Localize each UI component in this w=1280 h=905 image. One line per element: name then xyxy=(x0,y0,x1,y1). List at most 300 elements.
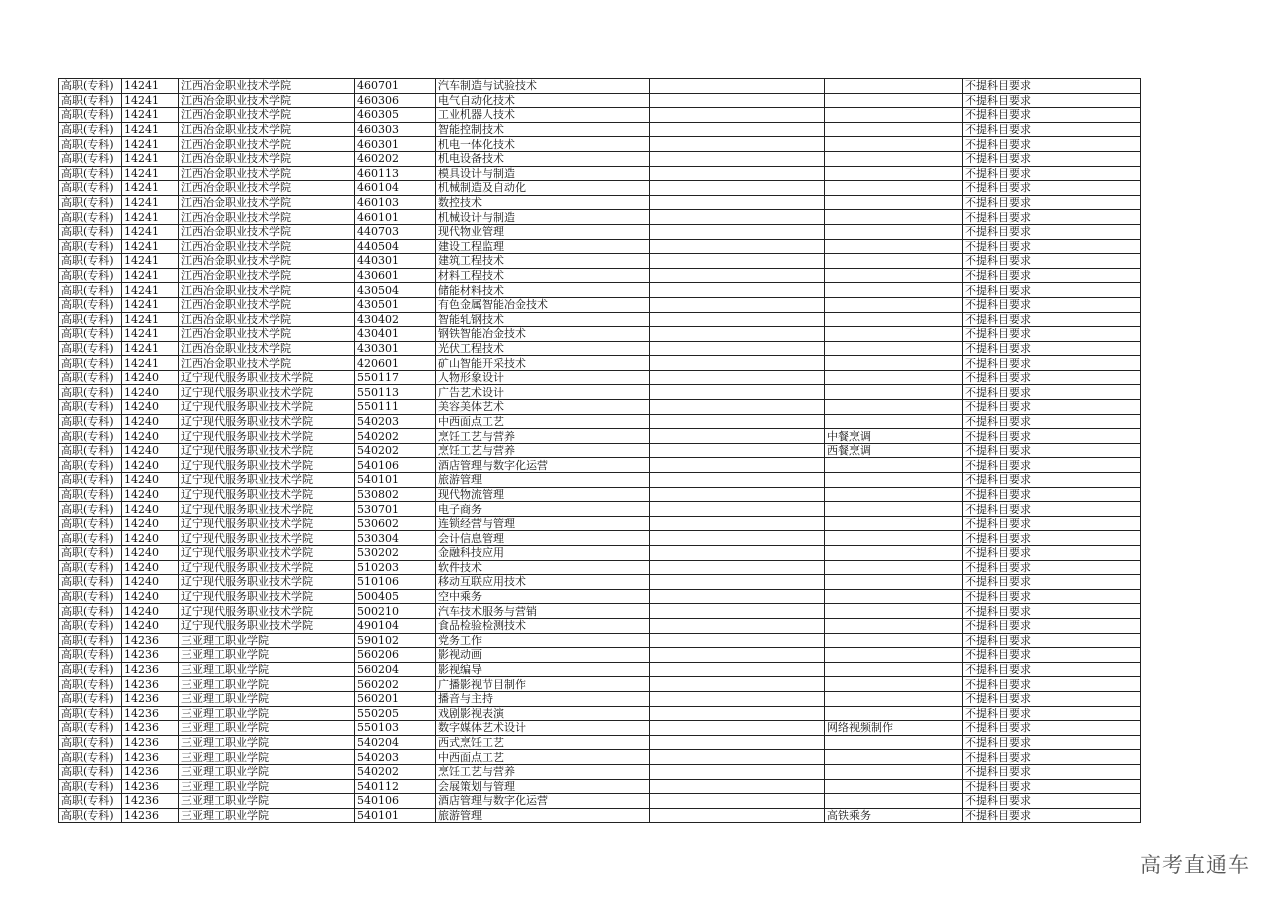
cell-direction xyxy=(825,327,963,342)
table-row xyxy=(59,808,1141,823)
cell-direction xyxy=(825,122,963,137)
cell-school-name: 辽宁现代服务职业技术学院 xyxy=(179,473,355,488)
cell-school-code: 14241 xyxy=(122,195,179,210)
cell-school-name: 三亚理工职业学院 xyxy=(179,750,355,765)
cell-major-name: 机械设计与制造 xyxy=(436,210,650,225)
cell-school-code: 14241 xyxy=(122,210,179,225)
table-row xyxy=(59,560,1141,575)
table-row xyxy=(59,473,1141,488)
table-row xyxy=(59,283,1141,298)
cell-school-name: 三亚理工职业学院 xyxy=(179,735,355,750)
table-row xyxy=(59,327,1141,342)
cell-school-name: 江西冶金职业技术学院 xyxy=(179,239,355,254)
table-row xyxy=(59,589,1141,604)
cell-major-code: 540203 xyxy=(355,414,436,429)
cell-school-name: 江西冶金职业技术学院 xyxy=(179,254,355,269)
table-row xyxy=(59,764,1141,779)
cell-subject-requirement: 不提科目要求 xyxy=(963,706,1141,721)
cell-direction xyxy=(825,224,963,239)
cell-school-name: 三亚理工职业学院 xyxy=(179,648,355,663)
cell-school-code: 14241 xyxy=(122,327,179,342)
table-row xyxy=(59,312,1141,327)
cell-subject-requirement: 不提科目要求 xyxy=(963,794,1141,809)
cell-school-name: 辽宁现代服务职业技术学院 xyxy=(179,589,355,604)
cell-subject-requirement: 不提科目要求 xyxy=(963,589,1141,604)
cell-school-name: 江西冶金职业技术学院 xyxy=(179,151,355,166)
cell-blank xyxy=(650,473,825,488)
cell-school-name: 三亚理工职业学院 xyxy=(179,794,355,809)
cell-level: 高职(专科) xyxy=(59,764,122,779)
cell-school-code: 14241 xyxy=(122,151,179,166)
cell-direction xyxy=(825,502,963,517)
cell-major-code: 490104 xyxy=(355,618,436,633)
table-row xyxy=(59,239,1141,254)
cell-school-name: 三亚理工职业学院 xyxy=(179,808,355,823)
cell-direction xyxy=(825,297,963,312)
cell-subject-requirement: 不提科目要求 xyxy=(963,618,1141,633)
cell-major-code: 530701 xyxy=(355,502,436,517)
cell-subject-requirement: 不提科目要求 xyxy=(963,224,1141,239)
cell-blank xyxy=(650,677,825,692)
cell-school-code: 14241 xyxy=(122,181,179,196)
cell-subject-requirement: 不提科目要求 xyxy=(963,254,1141,269)
cell-school-code: 14240 xyxy=(122,502,179,517)
cell-school-name: 江西冶金职业技术学院 xyxy=(179,93,355,108)
cell-major-code: 540202 xyxy=(355,764,436,779)
cell-level: 高职(专科) xyxy=(59,268,122,283)
cell-subject-requirement: 不提科目要求 xyxy=(963,604,1141,619)
cell-major-name: 电子商务 xyxy=(436,502,650,517)
cell-direction xyxy=(825,414,963,429)
cell-school-code: 14240 xyxy=(122,473,179,488)
cell-direction xyxy=(825,735,963,750)
cell-major-name: 烹饪工艺与营养 xyxy=(436,443,650,458)
cell-level: 高职(专科) xyxy=(59,137,122,152)
watermark-text: 高考直通车 xyxy=(1140,853,1250,877)
cell-major-code: 460101 xyxy=(355,210,436,225)
cell-major-name: 移动互联应用技术 xyxy=(436,575,650,590)
cell-blank xyxy=(650,735,825,750)
cell-blank xyxy=(650,589,825,604)
cell-direction xyxy=(825,589,963,604)
cell-school-name: 江西冶金职业技术学院 xyxy=(179,297,355,312)
cell-level: 高职(专科) xyxy=(59,122,122,137)
cell-school-code: 14240 xyxy=(122,575,179,590)
cell-direction: 西餐烹调 xyxy=(825,443,963,458)
cell-major-code: 430401 xyxy=(355,327,436,342)
cell-level: 高职(专科) xyxy=(59,808,122,823)
cell-school-name: 江西冶金职业技术学院 xyxy=(179,137,355,152)
cell-major-name: 戏剧影视表演 xyxy=(436,706,650,721)
cell-school-code: 14240 xyxy=(122,385,179,400)
cell-subject-requirement: 不提科目要求 xyxy=(963,735,1141,750)
cell-school-code: 14240 xyxy=(122,604,179,619)
cell-school-code: 14241 xyxy=(122,254,179,269)
cell-major-name: 汽车技术服务与营销 xyxy=(436,604,650,619)
table-row xyxy=(59,677,1141,692)
cell-subject-requirement: 不提科目要求 xyxy=(963,356,1141,371)
cell-subject-requirement: 不提科目要求 xyxy=(963,151,1141,166)
cell-direction xyxy=(825,151,963,166)
cell-subject-requirement: 不提科目要求 xyxy=(963,502,1141,517)
cell-level: 高职(专科) xyxy=(59,224,122,239)
cell-major-code: 530304 xyxy=(355,531,436,546)
cell-school-code: 14240 xyxy=(122,531,179,546)
cell-direction: 高铁乘务 xyxy=(825,808,963,823)
cell-school-code: 14241 xyxy=(122,122,179,137)
cell-level: 高职(专科) xyxy=(59,677,122,692)
cell-major-name: 金融科技应用 xyxy=(436,546,650,561)
cell-subject-requirement: 不提科目要求 xyxy=(963,239,1141,254)
cell-level: 高职(专科) xyxy=(59,356,122,371)
table-row xyxy=(59,429,1141,444)
cell-direction xyxy=(825,181,963,196)
cell-school-code: 14240 xyxy=(122,560,179,575)
cell-school-name: 江西冶金职业技术学院 xyxy=(179,268,355,283)
cell-direction xyxy=(825,516,963,531)
table-row xyxy=(59,181,1141,196)
cell-blank xyxy=(650,166,825,181)
cell-subject-requirement: 不提科目要求 xyxy=(963,79,1141,94)
cell-level: 高职(专科) xyxy=(59,210,122,225)
cell-subject-requirement: 不提科目要求 xyxy=(963,487,1141,502)
cell-direction xyxy=(825,691,963,706)
cell-subject-requirement: 不提科目要求 xyxy=(963,677,1141,692)
cell-subject-requirement: 不提科目要求 xyxy=(963,633,1141,648)
cell-school-name: 三亚理工职业学院 xyxy=(179,706,355,721)
cell-school-code: 14236 xyxy=(122,794,179,809)
cell-blank xyxy=(650,312,825,327)
table-row xyxy=(59,648,1141,663)
cell-major-name: 食品检验检测技术 xyxy=(436,618,650,633)
cell-level: 高职(专科) xyxy=(59,93,122,108)
cell-school-code: 14241 xyxy=(122,108,179,123)
table-row xyxy=(59,516,1141,531)
cell-direction xyxy=(825,764,963,779)
cell-blank xyxy=(650,750,825,765)
cell-major-code: 420601 xyxy=(355,356,436,371)
cell-school-name: 江西冶金职业技术学院 xyxy=(179,327,355,342)
cell-school-name: 江西冶金职业技术学院 xyxy=(179,122,355,137)
cell-blank xyxy=(650,93,825,108)
table-row xyxy=(59,254,1141,269)
cell-major-name: 会计信息管理 xyxy=(436,531,650,546)
table-row xyxy=(59,356,1141,371)
cell-blank xyxy=(650,531,825,546)
cell-subject-requirement: 不提科目要求 xyxy=(963,546,1141,561)
cell-school-code: 14236 xyxy=(122,662,179,677)
cell-major-code: 460202 xyxy=(355,151,436,166)
cell-blank xyxy=(650,794,825,809)
table-row xyxy=(59,531,1141,546)
table-row xyxy=(59,735,1141,750)
cell-major-code: 540106 xyxy=(355,794,436,809)
table-row xyxy=(59,210,1141,225)
cell-level: 高职(专科) xyxy=(59,181,122,196)
cell-school-code: 14241 xyxy=(122,137,179,152)
cell-subject-requirement: 不提科目要求 xyxy=(963,181,1141,196)
cell-major-code: 510106 xyxy=(355,575,436,590)
cell-major-name: 广告艺术设计 xyxy=(436,385,650,400)
cell-blank xyxy=(650,283,825,298)
table-row xyxy=(59,633,1141,648)
cell-subject-requirement: 不提科目要求 xyxy=(963,327,1141,342)
cell-school-name: 三亚理工职业学院 xyxy=(179,779,355,794)
cell-school-code: 14240 xyxy=(122,458,179,473)
cell-level: 高职(专科) xyxy=(59,254,122,269)
table-row xyxy=(59,385,1141,400)
cell-major-name: 储能材料技术 xyxy=(436,283,650,298)
cell-level: 高职(专科) xyxy=(59,414,122,429)
cell-major-name: 智能控制技术 xyxy=(436,122,650,137)
cell-school-name: 江西冶金职业技术学院 xyxy=(179,108,355,123)
cell-blank xyxy=(650,575,825,590)
cell-level: 高职(专科) xyxy=(59,604,122,619)
cell-direction xyxy=(825,312,963,327)
cell-subject-requirement: 不提科目要求 xyxy=(963,414,1141,429)
cell-school-name: 三亚理工职业学院 xyxy=(179,633,355,648)
cell-level: 高职(专科) xyxy=(59,589,122,604)
cell-school-code: 14240 xyxy=(122,443,179,458)
cell-blank xyxy=(650,151,825,166)
table-row xyxy=(59,122,1141,137)
cell-blank xyxy=(650,618,825,633)
cell-level: 高职(专科) xyxy=(59,502,122,517)
table-row xyxy=(59,458,1141,473)
cell-blank xyxy=(650,79,825,94)
cell-direction xyxy=(825,137,963,152)
table-row xyxy=(59,604,1141,619)
cell-subject-requirement: 不提科目要求 xyxy=(963,575,1141,590)
cell-level: 高职(专科) xyxy=(59,618,122,633)
cell-direction xyxy=(825,662,963,677)
cell-major-code: 530802 xyxy=(355,487,436,502)
cell-major-name: 烹饪工艺与营养 xyxy=(436,429,650,444)
cell-school-code: 14236 xyxy=(122,735,179,750)
cell-major-name: 广播影视节目制作 xyxy=(436,677,650,692)
cell-school-code: 14241 xyxy=(122,356,179,371)
table-row xyxy=(59,79,1141,94)
cell-subject-requirement: 不提科目要求 xyxy=(963,166,1141,181)
cell-school-code: 14241 xyxy=(122,93,179,108)
cell-blank xyxy=(650,706,825,721)
cell-school-code: 14240 xyxy=(122,487,179,502)
cell-level: 高职(专科) xyxy=(59,283,122,298)
cell-major-name: 软件技术 xyxy=(436,560,650,575)
cell-major-name: 播音与主持 xyxy=(436,691,650,706)
cell-blank xyxy=(650,400,825,415)
cell-subject-requirement: 不提科目要求 xyxy=(963,750,1141,765)
cell-major-code: 440703 xyxy=(355,224,436,239)
cell-school-name: 三亚理工职业学院 xyxy=(179,691,355,706)
cell-major-code: 540101 xyxy=(355,808,436,823)
cell-direction xyxy=(825,618,963,633)
cell-direction xyxy=(825,487,963,502)
table-row xyxy=(59,618,1141,633)
cell-blank xyxy=(650,254,825,269)
cell-major-name: 影视编导 xyxy=(436,662,650,677)
cell-direction xyxy=(825,633,963,648)
cell-major-name: 机械制造及自动化 xyxy=(436,181,650,196)
table-row xyxy=(59,370,1141,385)
cell-direction xyxy=(825,400,963,415)
cell-school-name: 江西冶金职业技术学院 xyxy=(179,210,355,225)
cell-level: 高职(专科) xyxy=(59,312,122,327)
cell-major-name: 有色金属智能冶金技术 xyxy=(436,297,650,312)
cell-blank xyxy=(650,385,825,400)
table-row xyxy=(59,575,1141,590)
cell-major-code: 550117 xyxy=(355,370,436,385)
cell-school-name: 江西冶金职业技术学院 xyxy=(179,181,355,196)
cell-blank xyxy=(650,458,825,473)
cell-major-code: 530602 xyxy=(355,516,436,531)
cell-blank xyxy=(650,414,825,429)
table-row xyxy=(59,93,1141,108)
cell-school-code: 14241 xyxy=(122,239,179,254)
cell-blank xyxy=(650,633,825,648)
cell-direction xyxy=(825,473,963,488)
cell-school-name: 辽宁现代服务职业技术学院 xyxy=(179,385,355,400)
cell-blank xyxy=(650,648,825,663)
cell-major-name: 党务工作 xyxy=(436,633,650,648)
cell-school-name: 辽宁现代服务职业技术学院 xyxy=(179,560,355,575)
cell-blank xyxy=(650,604,825,619)
cell-blank xyxy=(650,108,825,123)
cell-major-code: 540204 xyxy=(355,735,436,750)
cell-school-name: 三亚理工职业学院 xyxy=(179,721,355,736)
cell-level: 高职(专科) xyxy=(59,735,122,750)
cell-major-code: 560202 xyxy=(355,677,436,692)
cell-subject-requirement: 不提科目要求 xyxy=(963,341,1141,356)
cell-major-code: 430504 xyxy=(355,283,436,298)
cell-major-code: 540106 xyxy=(355,458,436,473)
cell-level: 高职(专科) xyxy=(59,429,122,444)
cell-direction xyxy=(825,166,963,181)
cell-major-name: 西式烹饪工艺 xyxy=(436,735,650,750)
cell-blank xyxy=(650,195,825,210)
cell-level: 高职(专科) xyxy=(59,473,122,488)
cell-blank xyxy=(650,356,825,371)
cell-major-code: 440301 xyxy=(355,254,436,269)
cell-direction xyxy=(825,750,963,765)
table-row xyxy=(59,195,1141,210)
cell-school-name: 辽宁现代服务职业技术学院 xyxy=(179,502,355,517)
cell-major-name: 酒店管理与数字化运营 xyxy=(436,458,650,473)
table-row xyxy=(59,108,1141,123)
cell-major-name: 旅游管理 xyxy=(436,808,650,823)
cell-major-name: 数字媒体艺术设计 xyxy=(436,721,650,736)
cell-school-code: 14240 xyxy=(122,400,179,415)
cell-school-name: 辽宁现代服务职业技术学院 xyxy=(179,429,355,444)
cell-direction xyxy=(825,648,963,663)
cell-subject-requirement: 不提科目要求 xyxy=(963,210,1141,225)
cell-blank xyxy=(650,239,825,254)
cell-direction xyxy=(825,385,963,400)
cell-level: 高职(专科) xyxy=(59,633,122,648)
cell-blank xyxy=(650,443,825,458)
cell-major-name: 空中乘务 xyxy=(436,589,650,604)
cell-level: 高职(专科) xyxy=(59,487,122,502)
cell-major-name: 中西面点工艺 xyxy=(436,414,650,429)
cell-blank xyxy=(650,341,825,356)
cell-subject-requirement: 不提科目要求 xyxy=(963,195,1141,210)
cell-major-name: 连锁经营与管理 xyxy=(436,516,650,531)
cell-direction xyxy=(825,560,963,575)
cell-school-code: 14236 xyxy=(122,633,179,648)
cell-major-code: 460113 xyxy=(355,166,436,181)
cell-school-code: 14236 xyxy=(122,706,179,721)
cell-major-name: 矿山智能开采技术 xyxy=(436,356,650,371)
cell-major-name: 人物形象设计 xyxy=(436,370,650,385)
cell-direction xyxy=(825,779,963,794)
cell-major-code: 460104 xyxy=(355,181,436,196)
cell-school-name: 辽宁现代服务职业技术学院 xyxy=(179,546,355,561)
cell-school-code: 14241 xyxy=(122,312,179,327)
cell-school-code: 14236 xyxy=(122,677,179,692)
table-row xyxy=(59,487,1141,502)
cell-direction xyxy=(825,210,963,225)
cell-subject-requirement: 不提科目要求 xyxy=(963,93,1141,108)
enrollment-table xyxy=(58,78,1141,823)
cell-school-name: 辽宁现代服务职业技术学院 xyxy=(179,531,355,546)
cell-major-name: 美容美体艺术 xyxy=(436,400,650,415)
table-row xyxy=(59,779,1141,794)
cell-school-code: 14241 xyxy=(122,283,179,298)
cell-subject-requirement: 不提科目要求 xyxy=(963,283,1141,298)
cell-major-code: 540202 xyxy=(355,443,436,458)
cell-direction xyxy=(825,794,963,809)
cell-school-name: 辽宁现代服务职业技术学院 xyxy=(179,458,355,473)
cell-direction xyxy=(825,195,963,210)
cell-direction xyxy=(825,239,963,254)
table-row xyxy=(59,546,1141,561)
cell-subject-requirement: 不提科目要求 xyxy=(963,385,1141,400)
cell-subject-requirement: 不提科目要求 xyxy=(963,400,1141,415)
cell-level: 高职(专科) xyxy=(59,662,122,677)
cell-major-name: 汽车制造与试验技术 xyxy=(436,79,650,94)
cell-blank xyxy=(650,721,825,736)
cell-school-code: 14236 xyxy=(122,721,179,736)
table-row xyxy=(59,297,1141,312)
cell-direction xyxy=(825,254,963,269)
cell-major-code: 540101 xyxy=(355,473,436,488)
cell-subject-requirement: 不提科目要求 xyxy=(963,648,1141,663)
cell-major-name: 机电一体化技术 xyxy=(436,137,650,152)
cell-school-code: 14240 xyxy=(122,516,179,531)
cell-school-name: 辽宁现代服务职业技术学院 xyxy=(179,487,355,502)
table-row xyxy=(59,794,1141,809)
cell-major-code: 430501 xyxy=(355,297,436,312)
cell-school-name: 辽宁现代服务职业技术学院 xyxy=(179,618,355,633)
cell-school-code: 14241 xyxy=(122,166,179,181)
table-row xyxy=(59,721,1141,736)
cell-subject-requirement: 不提科目要求 xyxy=(963,429,1141,444)
cell-major-name: 旅游管理 xyxy=(436,473,650,488)
cell-major-code: 540112 xyxy=(355,779,436,794)
cell-school-name: 辽宁现代服务职业技术学院 xyxy=(179,575,355,590)
cell-school-code: 14240 xyxy=(122,414,179,429)
cell-level: 高职(专科) xyxy=(59,531,122,546)
cell-major-name: 现代物业管理 xyxy=(436,224,650,239)
cell-blank xyxy=(650,662,825,677)
table-row xyxy=(59,414,1141,429)
cell-school-code: 14240 xyxy=(122,546,179,561)
cell-blank xyxy=(650,502,825,517)
cell-level: 高职(专科) xyxy=(59,458,122,473)
cell-major-code: 560206 xyxy=(355,648,436,663)
cell-school-code: 14240 xyxy=(122,370,179,385)
cell-school-name: 辽宁现代服务职业技术学院 xyxy=(179,414,355,429)
